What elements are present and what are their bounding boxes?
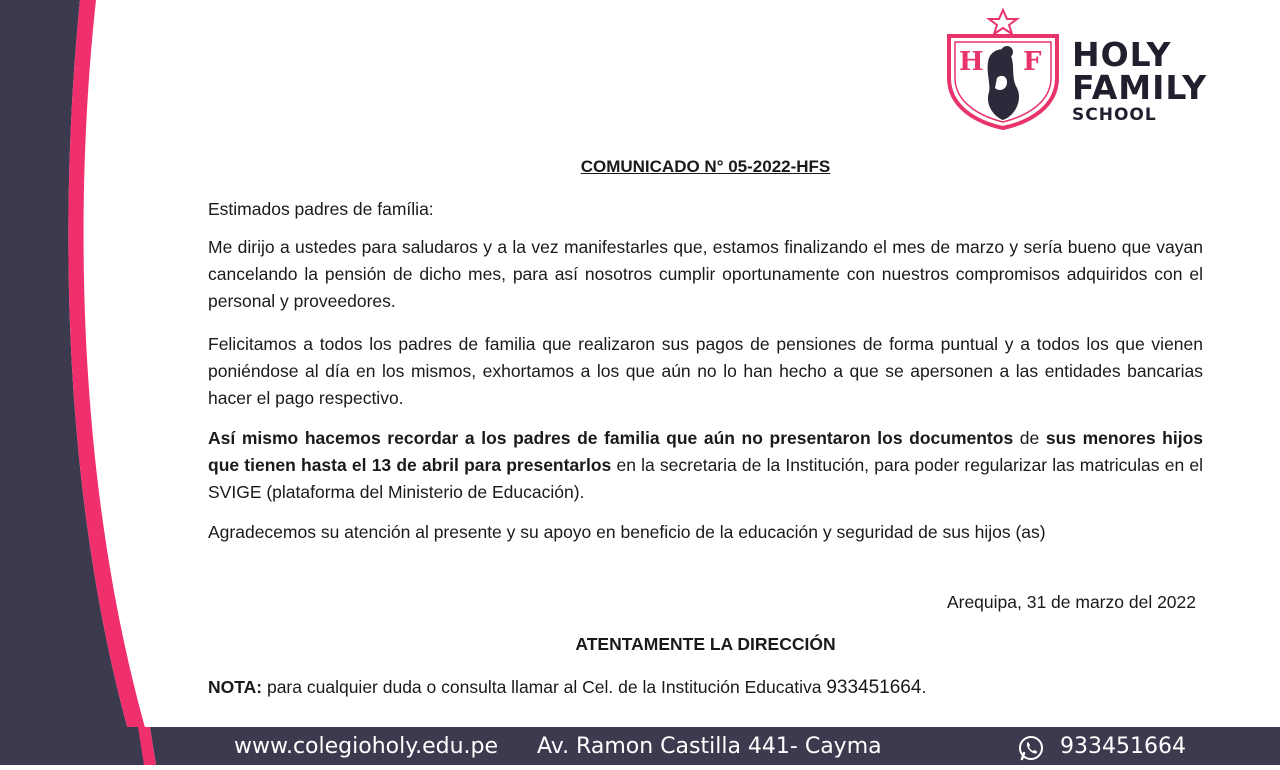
note-text: para cualquier duda o consulta llamar al Cel. de la Institución Educativa	[262, 677, 827, 697]
document-date: Arequipa, 31 de marzo del 2022	[946, 592, 1196, 612]
left-decorative-band	[0, 0, 160, 765]
school-name-line1: HOLY	[1072, 35, 1172, 74]
footer-phone: 933451664	[1060, 734, 1186, 759]
greeting: Estimados padres de família:	[208, 199, 434, 219]
whatsapp-icon	[1018, 735, 1044, 761]
paragraph-3-bold-2: sus menores hijos que tienen hasta el 13 de abril para presentarlos	[208, 428, 1203, 475]
paragraph-4: Agradecemos su atención al presente y su apoyo en beneficio de la educación y seguridad de sus hijos (as)	[208, 522, 1046, 542]
paragraph-3-bold: Así mismo hacemos recordar a los padres de familia que aún no presentaron los documentos	[208, 428, 1014, 448]
school-name	[1072, 35, 1208, 125]
paragraph-2: Felicitamos a todos los padres de familia que realizaron sus pagos de pensiones de forma puntual y a todos los que vienen poniéndose al día en los mismos, exhortamos a los que aún no lo han hecho a que se apersonen a las entidades bancarias hacer el pago respectivo.	[208, 334, 1203, 408]
note	[208, 674, 926, 701]
paragraph-1: Me dirijo a ustedes para saludaros y a la vez manifestarles que, estamos finalizando el mes de marzo y sería bueno que vayan cancelando la pensión de dicho mes, para así nosotros cumplir oportunamente con nuestros compromisos adquiridos con el personal y proveedores.	[208, 237, 1203, 311]
paragraph-3-mid: de	[1013, 428, 1046, 448]
note-phone: 933451664	[826, 677, 922, 698]
school-name-line2: FAMILY	[1072, 68, 1208, 107]
paragraph-3-rest: en la secretaria de la Institución, para poder regularizar las matriculas en el SVIGE (plataforma del Ministerio de Educación).	[208, 455, 1203, 502]
paragraph-3	[208, 425, 1203, 506]
document-title: COMUNICADO N° 05-2022-HFS	[580, 157, 831, 176]
footer-address: Av. Ramon Castilla 441- Cayma	[537, 734, 882, 759]
footer-website: www.colegioholy.edu.pe	[234, 734, 499, 759]
svg-text:H: H	[959, 47, 984, 77]
note-end: .	[921, 677, 927, 697]
note-label: NOTA:	[208, 677, 263, 697]
logo-emblem-icon	[945, 8, 1075, 133]
svg-text:F: F	[1023, 47, 1042, 77]
signature: ATENTAMENTE LA DIRECCIÓN	[575, 634, 836, 654]
school-name-line3: SCHOOL	[1072, 105, 1157, 125]
